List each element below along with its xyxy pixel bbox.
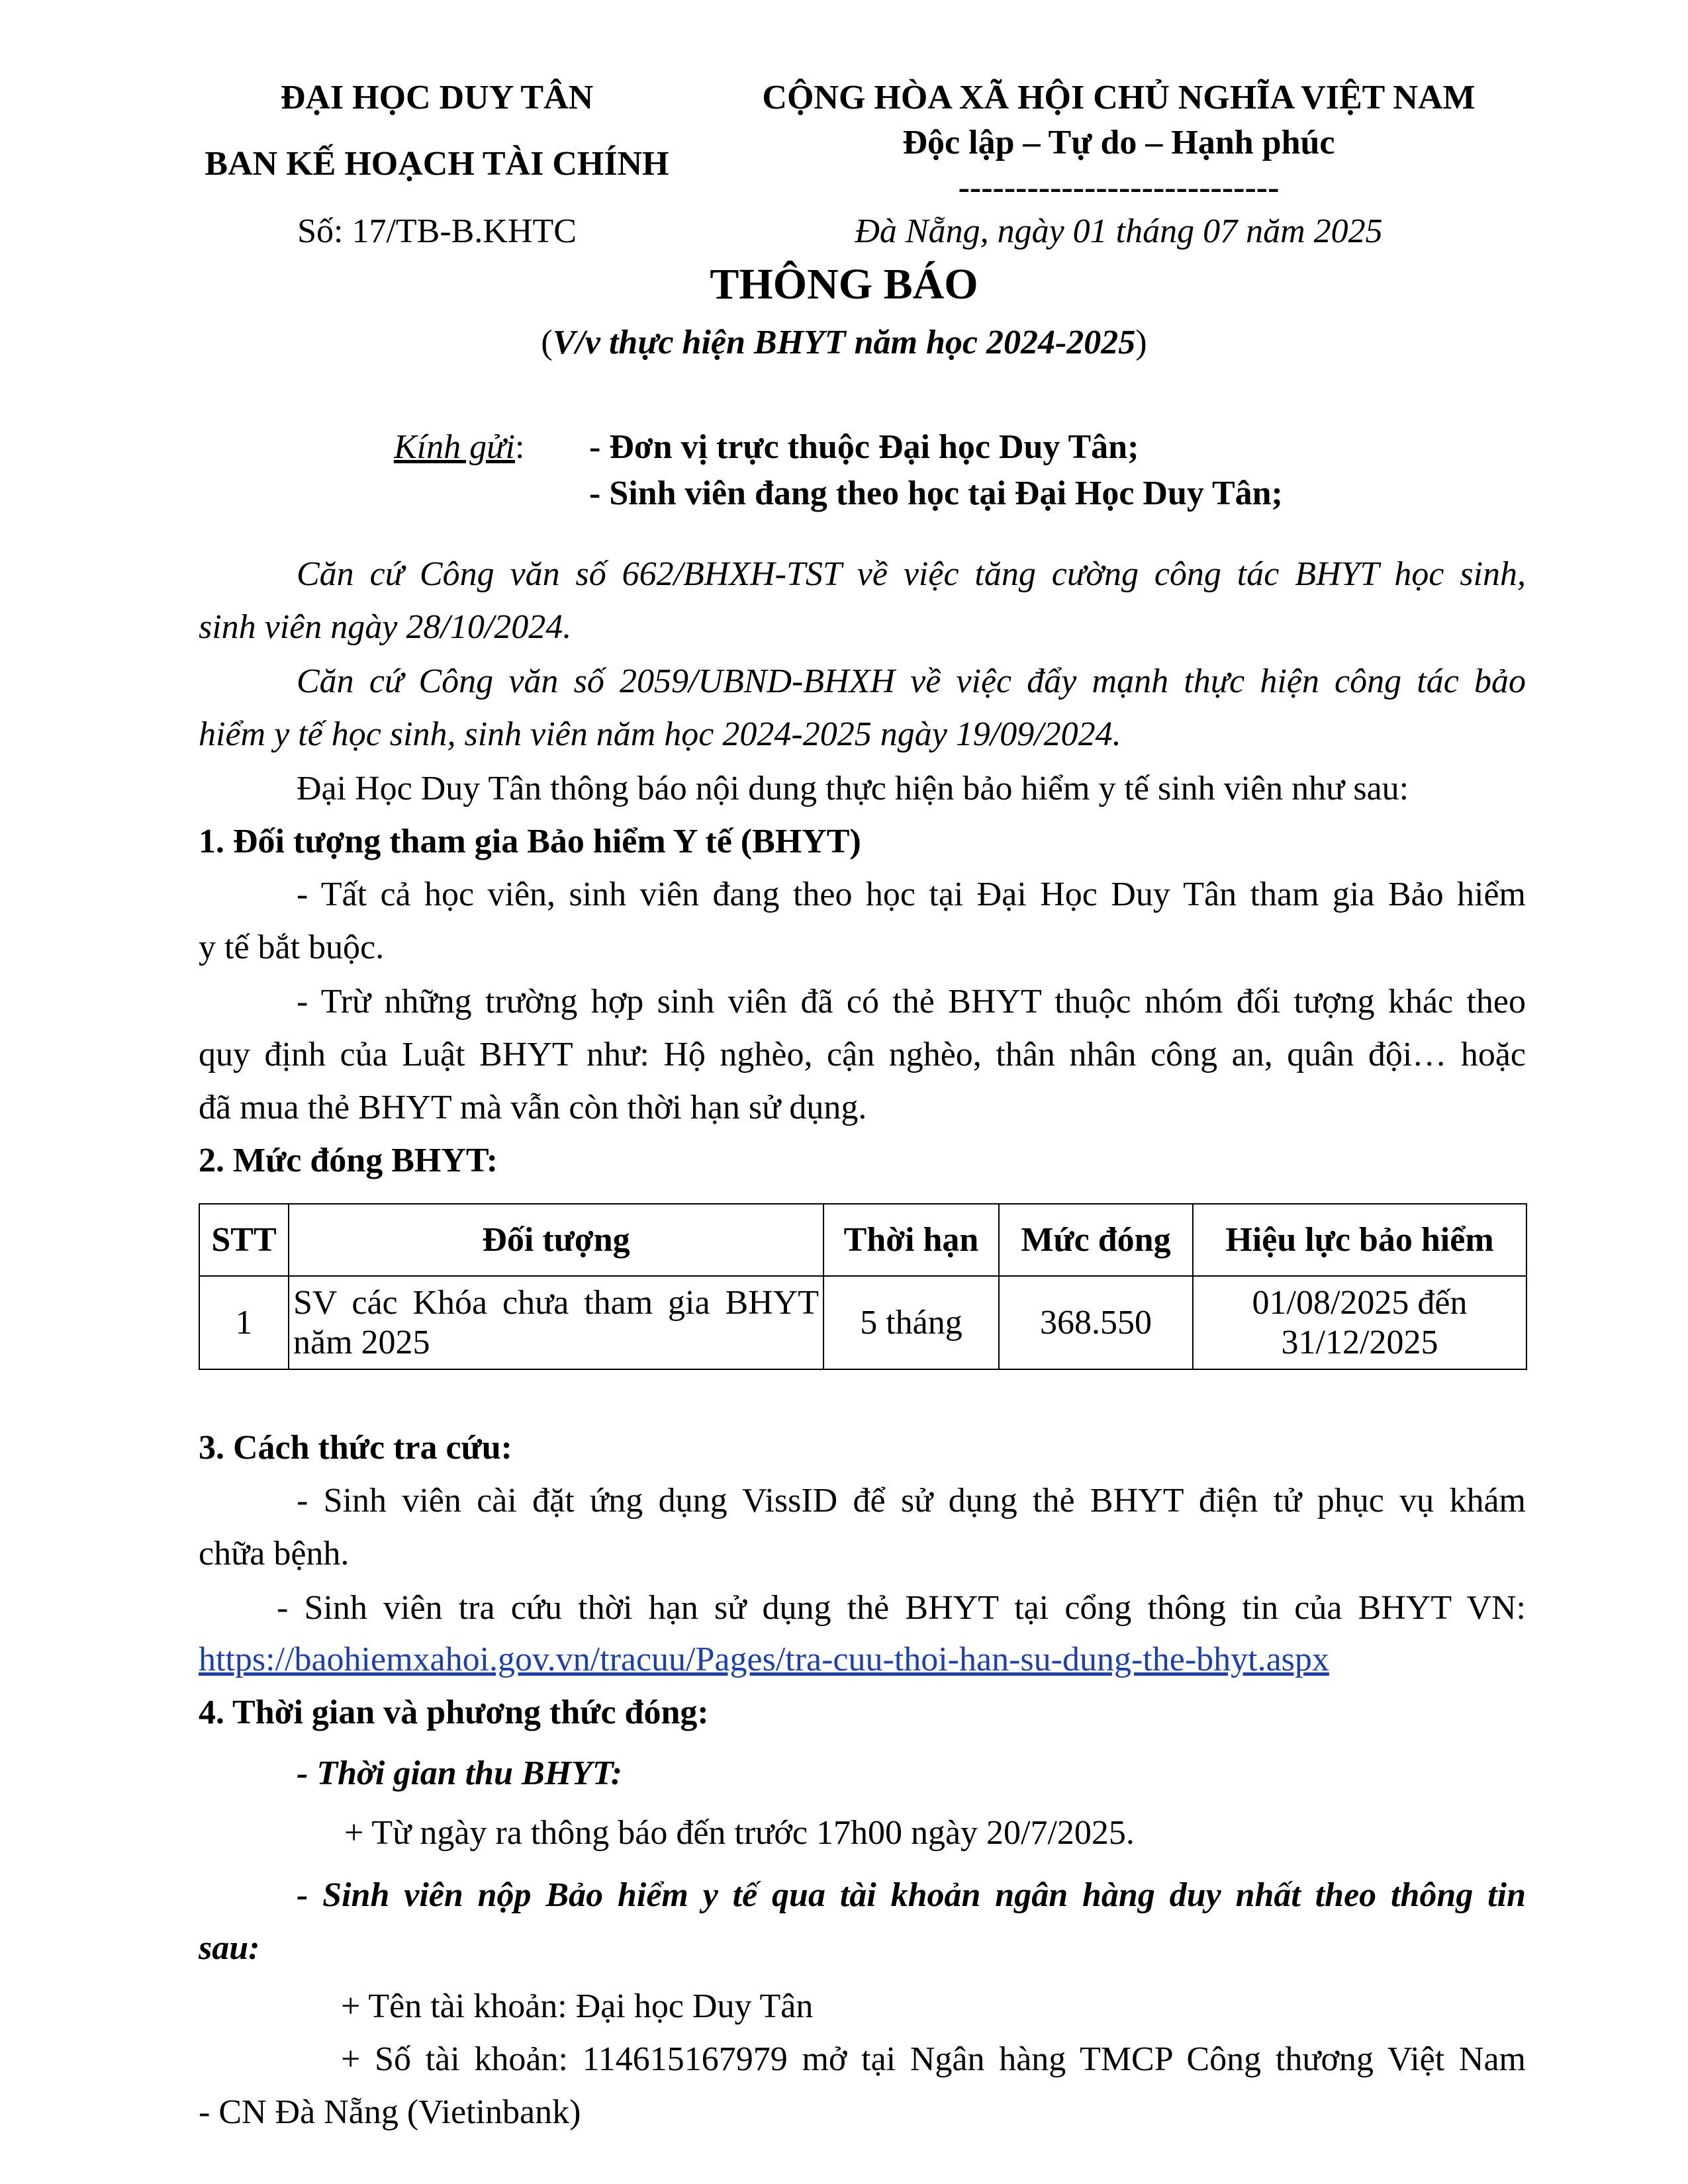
legal-basis-1-line2: sinh viên ngày 28/10/2024. [199, 608, 572, 646]
col-header-thoi-han: Thời hạn [823, 1204, 999, 1276]
cell-hieu-luc-line2: 31/12/2025 [1281, 1323, 1438, 1361]
subject-text: V/v thực hiện BHYT năm học 2024-2025 [552, 324, 1136, 361]
section-3-para-1-line1: - Sinh viên cài đặt ứng dụng VissID để sử dụng thẻ BHYT điện tử phục vụ khám [297, 1482, 1526, 1520]
section-1-para-2-line3: đã mua thẻ BHYT mà vẫn còn thời hạn sử dụng. [199, 1089, 867, 1126]
bhyt-lookup-link[interactable]: https://baohiemxahoi.gov.vn/tracuu/Pages/tra-cuu-thoi-han-su-dung-the-bhyt.aspx [199, 1641, 1329, 1678]
national-motto: Độc lập – Tự do – Hạnh phúc [902, 124, 1335, 161]
section-1-para-2-line1: - Trừ những trường hợp sinh viên đã có thẻ BHYT thuộc nhóm đối tượng khác theo [297, 983, 1526, 1021]
cell-stt: 1 [199, 1276, 289, 1369]
document-subject [0, 323, 1688, 363]
subject-open-paren: ( [541, 324, 553, 361]
org-department: BAN KẾ HOẠCH TÀI CHÍNH [205, 145, 669, 183]
section-3-heading: 3. Cách thức tra cứu: [199, 1429, 512, 1467]
account-number-line1: + Số tài khoản: 114615167979 mở tại Ngân hàng TMCP Công thương Việt Nam [341, 2040, 1526, 2078]
legal-basis-1-line1: Căn cứ Công văn số 662/BHXH-TST về việc tăng cường công tác BHYT học sinh, [297, 555, 1526, 593]
fee-table [199, 1203, 1527, 1370]
account-number-line2: - CN Đà Nẵng (Vietinbank) [199, 2093, 581, 2131]
section-3-para-2-line1: - Sinh viên tra cứu thời hạn sử dụng thẻ BHYT tại cổng thông tin của BHYT VN: [277, 1589, 1526, 1627]
section-2-heading: 2. Mức đóng BHYT: [199, 1142, 498, 1179]
section-1-para-1-line1: - Tất cả học viên, sinh viên đang theo học tại Đại Học Duy Tân tham gia Bảo hiểm [297, 876, 1526, 913]
fee-table-header-row [199, 1204, 1526, 1276]
col-header-doi-tuong: Đối tượng [289, 1204, 823, 1276]
collection-time-value: + Từ ngày ra thông báo đến trước 17h00 ngày 20/7/2025. [344, 1814, 1135, 1852]
col-header-muc-dong: Mức đóng [999, 1204, 1193, 1276]
intro-paragraph: Đại Học Duy Tân thông báo nội dung thực hiện bảo hiểm y tế sinh viên như sau: [297, 770, 1409, 807]
cell-hieu-luc [1193, 1276, 1526, 1369]
payment-method-line1: - Sinh viên nộp Bảo hiểm y tế qua tài khoản ngân hàng duy nhất theo thông tin [297, 1876, 1526, 1914]
place-date: Đà Nẵng, ngày 01 tháng 07 năm 2025 [855, 212, 1383, 250]
cell-doi-tuong [289, 1276, 823, 1369]
nation-title: CỘNG HÒA XÃ HỘI CHỦ NGHĨA VIỆT NAM [762, 79, 1476, 116]
legal-basis-2-line1: Căn cứ Công văn số 2059/UBND-BHXH về việc đẩy mạnh thực hiện công tác bảo [297, 662, 1526, 700]
section-3-para-1-line2: chữa bệnh. [199, 1535, 350, 1572]
legal-basis-2-line2: hiểm y tế học sinh, sinh viên năm học 2024-2025 ngày 19/09/2024. [199, 715, 1121, 753]
col-header-stt: STT [199, 1204, 289, 1276]
collection-time-label: - Thời gian thu BHYT: [297, 1754, 623, 1792]
org-name: ĐẠI HỌC DUY TÂN [280, 79, 594, 116]
cell-thoi-han: 5 tháng [823, 1276, 999, 1369]
recipient-item: - Đơn vị trực thuộc Đại học Duy Tân; [589, 428, 1139, 466]
cell-muc-dong: 368.550 [999, 1276, 1193, 1369]
section-1-para-2-line2: quy định của Luật BHYT như: Hộ nghèo, cận nghèo, thân nhân công an, quân đội… hoặc [199, 1036, 1526, 1073]
motto-divider: ---------------------------- [958, 169, 1280, 206]
cell-doi-tuong-line1: SV các Khóa chưa tham gia BHYT [293, 1283, 819, 1322]
recipients-label-text: Kính gửi [394, 428, 515, 466]
account-name: + Tên tài khoản: Đại học Duy Tân [341, 1987, 814, 2025]
payment-method-line2: sau: [199, 1929, 260, 1967]
cell-doi-tuong-line2: năm 2025 [293, 1323, 430, 1361]
table-row [199, 1276, 1526, 1369]
section-1-para-1-line2: y tế bắt buộc. [199, 929, 385, 966]
section-1-heading: 1. Đối tượng tham gia Bảo hiểm Y tế (BHYT) [199, 823, 861, 860]
document-title: THÔNG BÁO [710, 260, 978, 308]
document-number: Số: 17/TB-B.KHTC [297, 212, 577, 250]
subject-close-paren: ) [1135, 324, 1147, 361]
recipients-colon: : [514, 428, 525, 466]
col-header-hieu-luc: Hiệu lực bảo hiểm [1193, 1204, 1526, 1276]
cell-hieu-luc-line1: 01/08/2025 đến [1252, 1283, 1468, 1322]
recipients-label [394, 428, 524, 467]
section-4-heading: 4. Thời gian và phương thức đóng: [199, 1694, 709, 1731]
recipient-item: - Sinh viên đang theo học tại Đại Học Duy Tân; [589, 475, 1283, 512]
